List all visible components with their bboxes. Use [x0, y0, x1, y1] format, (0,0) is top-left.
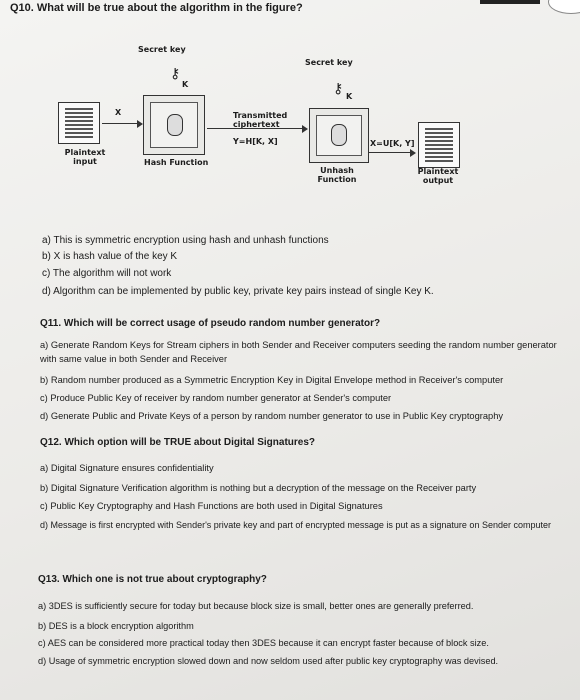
q12-title: Q12. Which option will be TRUE about Digital Signatures?	[40, 437, 316, 448]
transmitted-ciphertext-label: Transmitted ciphertext	[233, 111, 288, 129]
x-formula-label: X=U[K, Y]	[370, 139, 415, 148]
q11-title: Q11. Which will be correct usage of pseudo random number generator?	[40, 318, 381, 329]
page-top-edge	[480, 0, 540, 4]
plaintext-input-document-icon	[58, 102, 100, 144]
arrow-hash-to-unhash	[207, 128, 303, 129]
q13-option-b: b) DES is a block encryption algorithm	[38, 621, 194, 631]
k-label-right: K	[346, 92, 353, 101]
q13-option-c: c) AES can be considered more practical today then 3DES because it can encrypt faster because of block size.	[38, 638, 489, 648]
lock-icon-right	[331, 124, 347, 146]
q12-option-d: d) Message is first encrypted with Sender's private key and part of encrypted message is put as a signature on Sender computer	[40, 520, 551, 530]
y-formula-label: Y=H[K, X]	[233, 137, 278, 146]
q11-option-a-cont: with same value in both Sender and Receiver	[40, 354, 228, 364]
arrow-unhash-to-output	[369, 152, 411, 153]
key-icon-right: ⚷	[333, 80, 344, 96]
x-label: X	[115, 108, 122, 117]
lock-icon-left	[167, 114, 183, 136]
q11-option-b: b) Random number produced as a Symmetric Encryption Key in Digital Envelope method in Receiver's computer	[40, 375, 504, 385]
q10-option-a: a) This is symmetric encryption using hash and unhash functions	[42, 235, 329, 246]
q11-option-d: d) Generate Public and Private Keys of a person by random number generator to use in Public Key cryptography	[40, 411, 504, 421]
unhash-function-label: Unhash Function	[317, 166, 357, 184]
q12-option-c: c) Public Key Cryptography and Hash Functions are both used in Digital Signatures	[40, 501, 383, 511]
q13-option-d: d) Usage of symmetric encryption slowed down and now seldom used after public key cryptography was devised.	[38, 656, 499, 666]
q10-title: Q10. What will be true about the algorithm in the figure?	[10, 2, 303, 14]
plaintext-output-label: Plaintext output	[417, 167, 459, 185]
q13-option-a: a) 3DES is sufficiently secure for today but because block size is small, better ones are generally preferred.	[38, 601, 474, 611]
secret-key-label-right: Secret key	[305, 58, 353, 67]
q10-option-c: c) The algorithm will not work	[42, 268, 172, 279]
q13-title: Q13. Which one is not true about cryptography?	[38, 574, 267, 585]
plaintext-output-document-icon	[418, 122, 460, 168]
q12-option-b: b) Digital Signature Verification algorithm is nothing but a decryption of the message on the Receiver party	[40, 483, 477, 493]
q10-option-b: b) X is hash value of the key K	[42, 251, 178, 262]
k-label-left: K	[182, 80, 189, 89]
secret-key-label-left: Secret key	[138, 45, 186, 54]
q11-option-a: a) Generate Random Keys for Stream ciphers in both Sender and Receiver computers seeding the random number generator	[40, 340, 557, 350]
hash-function-label: Hash Function	[144, 158, 209, 167]
arrow-input-to-hash	[102, 123, 138, 124]
corner-sticker	[548, 0, 580, 14]
q10-option-d: d) Algorithm can be implemented by public key, private key pairs instead of single Key K.	[42, 286, 434, 297]
q12-option-a: a) Digital Signature ensures confidentiality	[40, 463, 214, 473]
plaintext-input-label: Plaintext input	[64, 148, 106, 166]
q11-option-c: c) Produce Public Key of receiver by random number generator at Sender's computer	[40, 393, 392, 403]
key-icon-left: ⚷	[170, 65, 181, 81]
